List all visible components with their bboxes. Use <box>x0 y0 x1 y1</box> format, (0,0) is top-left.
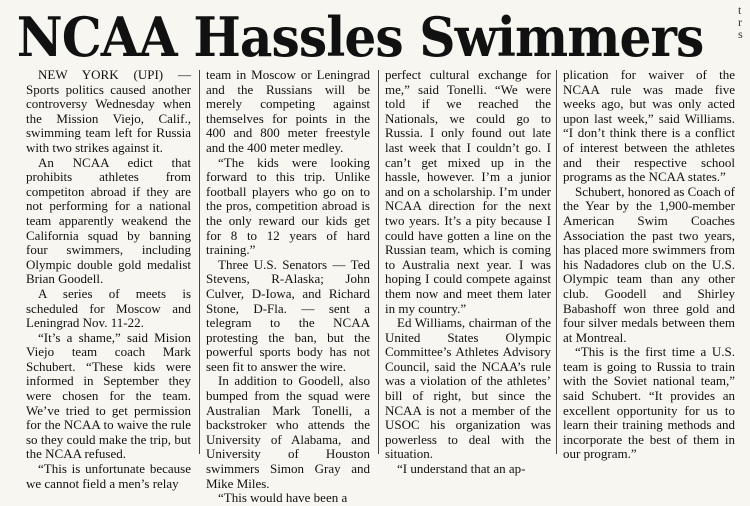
paragraph: “I understand that an ap- <box>397 461 526 477</box>
paragraph: “This is the first time a U.S. team is going to Russia to train with the Soviet national team,” said Schubert. “It provides an excellent opportunity for us to learn their training methods and incorporate the best of them in our program.” <box>563 344 735 462</box>
paragraph: A series of meets is scheduled for Moscow and Leningrad Nov. 11-22. <box>26 285 191 331</box>
paragraph: An NCAA edict that prohibits athletes from competiton abroad if they are not performing for a national team apparently weakend the California squad by banning four swimmers, including Olympic double gold medalist Brian Goodell. <box>26 154 191 287</box>
paragraph: “It’s a shame,” said Mision Viejo team coach Mark Schubert. “These kids were informed in September they were chosen for the team. We’ve tried to get permission for the NCAA to waive the rule so they could make the trip, but the NCAA refused. <box>26 329 191 462</box>
paragraph: “This would have been a <box>218 490 348 506</box>
edge-text-fragment <box>738 4 750 40</box>
paragraph: “This is unfortunate because we cannot field a men’s relay <box>26 461 191 491</box>
paragraph: team in Moscow or Leningrad and the Russians will be merely competing against themselves for points in the 400 and 800 meter freestyle and the 400 meter medley. <box>206 67 370 155</box>
article-column-1 <box>26 67 191 491</box>
edge-letter: s <box>738 27 743 41</box>
paragraph: Schubert, honored as Coach of the Year by the 1,900-member American Swim Coaches Association the past two years, has placed more swimmers from his Nadadores club on the U.S. Olympic team than any other club. Goodell and Shirley Babashoff won three gold and four silver medals between them at Montreal. <box>563 183 735 345</box>
column-rule <box>556 70 557 454</box>
paragraph: Three U.S. Senators — Ted Stevens, R-Alaska; John Culver, D-Iowa, and Richard Stone, D-Fla. — sent a telegram to the NCAA protesting the ban, but the powerful sports body has not seen fit to answer the wire. <box>206 256 370 374</box>
article-column-2 <box>206 67 370 506</box>
paragraph: NEW YORK (UPI) — Sports politics caused another controversy Wednesday when the Mission Viejo, Calif., swimming team left for Russia with two strikes against it. <box>26 67 191 155</box>
paragraph: perfect cultural exchange for me,” said Tonelli. “We were told if we reached the Nationals, we could go to Russia. I only found out late last week that I couldn’t go. I can’t get mixed up in the hassle, however. I’m a junior and on a scholarship. I’m under NCAA direction for the next two years. It’s a pity because I could have gotten a line on the Russian team, which is coming to Australia next year. I was hoping I could compete against them now and meet them later in my country.” <box>385 67 551 316</box>
paragraph: “The kids were looking forward to this trip. Unlike football players who go on to the pros, competition abroad is the only reward our kids get for 8 to 12 years of hard training.” <box>206 154 370 258</box>
article-column-4 <box>563 68 735 460</box>
paragraph: Ed Williams, chairman of the United States Olympic Committee’s Athletes Advisory Council, said the NCAA’s rule was a violation of the athletes’ bill of right, but since the NCAA is not a member of the USOC his organization was powerless to deal with the situation. <box>385 315 551 462</box>
edge-letter: r <box>738 15 742 29</box>
paragraph: plication for waiver of the NCAA rule was made five weeks ago, but was only acted upon last week,” said Williams. “I don’t think there is a conflict of interest between the athletes and their respective school programs as the NCAA states.” <box>563 67 735 185</box>
headline: NCAA Hassles Swimmers <box>16 5 704 69</box>
column-rule <box>199 70 200 454</box>
paragraph: In addition to Goodell, also bumped from the squad were Australian Mark Tonelli, a backstroker who attends the University of Alabama, and University of Houston swimmers Simon Gray and Mike Miles. <box>206 373 370 491</box>
column-rule <box>378 70 379 454</box>
edge-letter: t <box>738 3 742 17</box>
article-column-3 <box>385 67 551 477</box>
